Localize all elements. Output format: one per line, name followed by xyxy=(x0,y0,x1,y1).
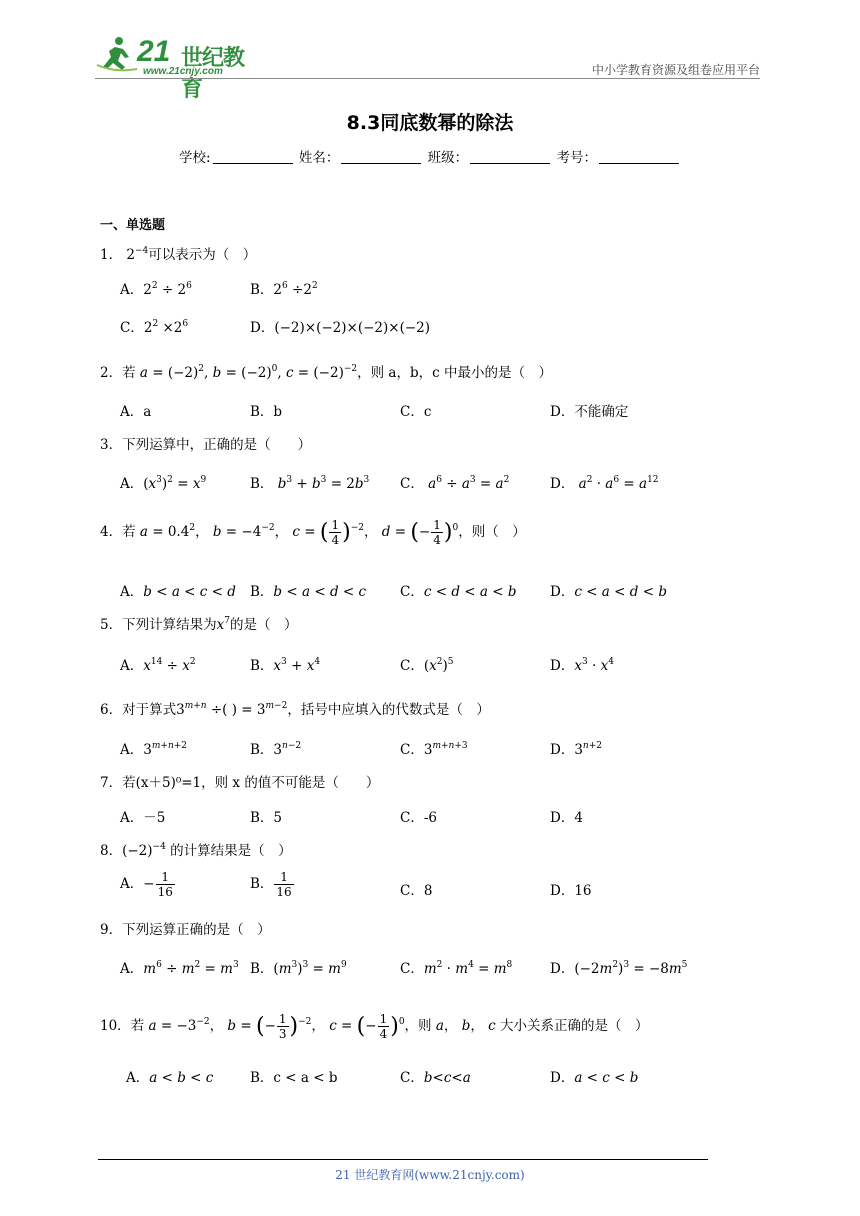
question-10: 10．若 $a = -3^{-2}$， b = (− $\frac{1}{3}$ )$^{-2}$， c = (− $\frac{1}{4}$ )$^0$，则 a， b， c 大小关系正确的是（ ） xyxy=(100,1012,649,1041)
school-label: 学校: xyxy=(179,150,211,166)
name-label: 姓名： xyxy=(298,150,340,166)
q8-option-d[interactable]: D．16 xyxy=(550,883,592,899)
q6-option-c[interactable]: C．$3^{m+n+3}$ xyxy=(400,741,468,758)
q2-option-d[interactable]: D．不能确定 xyxy=(550,404,629,420)
school-blank[interactable] xyxy=(213,163,293,164)
section-heading: 一、单选题 xyxy=(100,218,166,233)
footer-divider xyxy=(98,1159,708,1160)
q1-option-a[interactable]: A．$2^2 \div 2^6$ xyxy=(120,281,192,298)
q9-option-b[interactable]: B．$(m^3)^3 = m^9$ xyxy=(250,960,347,977)
page-title: 8.3同底数幂的除法 xyxy=(346,112,514,134)
q4-option-b[interactable]: B．b < a < d < c xyxy=(250,584,367,600)
q3-option-a[interactable]: A．$(x^3)^2 = x^9$ xyxy=(120,475,207,492)
question-3: 3．下列运算中，正确的是（ ） xyxy=(100,437,312,453)
q6-option-d[interactable]: D．$3^{n+2}$ xyxy=(550,741,602,758)
logo-brand-text: 世纪教育 xyxy=(181,46,245,102)
question-2: 2．若 $a = (-2)^2$, $b = (-2)^0$, $c = (-2)^{-2}$，则 a，b，c 中最小的是（ ） xyxy=(100,364,552,381)
q6-option-b[interactable]: B．$3^{n-2}$ xyxy=(250,741,302,758)
number-label: 考号： xyxy=(556,150,597,166)
question-9: 9．下列运算正确的是（ ） xyxy=(100,922,271,938)
q4-option-c[interactable]: C．c < d < a < b xyxy=(400,584,517,600)
page-footer[interactable]: 21 世纪教育网(www.21cnjy.com) xyxy=(335,1168,525,1182)
runner-logo-icon xyxy=(95,35,139,75)
q10-option-d[interactable]: D．a < c < b xyxy=(550,1070,639,1086)
q5-option-b[interactable]: B．$x^3 + x^4$ xyxy=(250,657,321,674)
number-blank[interactable] xyxy=(599,163,679,164)
q1-option-d[interactable]: D．(−2)×(−2)×(−2)×(−2) xyxy=(250,320,430,336)
name-blank[interactable] xyxy=(341,163,421,164)
q2-option-c[interactable]: C．c xyxy=(400,404,432,420)
q9-option-c[interactable]: C．$m^2 \cdot m^4 = m^8$ xyxy=(400,960,513,977)
header-divider xyxy=(95,78,760,79)
class-blank[interactable] xyxy=(470,163,550,164)
q4-option-a[interactable]: A．b < a < c < d xyxy=(120,584,236,600)
q10-option-b[interactable]: B．c < a < b xyxy=(250,1070,338,1086)
q10-option-c[interactable]: C．b<c<a xyxy=(400,1070,471,1086)
question-4: 4．若 $a = 0.4^2$， $b = -4^{-2}$， c = ( $\frac{1}{4}$ )$^{-2}$， d = (− $\frac{1}{4}$ )$^0$，则（ ） xyxy=(100,518,526,547)
question-6: 6．对于算式$3^{m+n}$ ÷( ) = $3^{m-2}$，括号中应填入的代数式是（ ） xyxy=(100,701,490,718)
q8-option-c[interactable]: C．8 xyxy=(400,883,433,899)
q5-option-c[interactable]: C．$(x^2)^5$ xyxy=(400,657,454,674)
class-label: 班级： xyxy=(427,150,469,166)
q7-option-d[interactable]: D．4 xyxy=(550,810,583,826)
question-1: 1． $2^{-4}$可以表示为（ ） xyxy=(100,246,257,263)
logo-url-text: www.21cnjy.com xyxy=(143,66,223,77)
q1-option-c[interactable]: C．$2^2 \times 2^6$ xyxy=(120,319,189,336)
q7-option-a[interactable]: A．－5 xyxy=(120,810,166,826)
q2-option-a[interactable]: A．a xyxy=(120,404,152,420)
q6-option-a[interactable]: A．$3^{m+n+2}$ xyxy=(120,741,188,758)
header-slogan: 中小学教育资源及组卷应用平台 xyxy=(591,63,760,77)
q8-option-a[interactable]: A．− $\frac{1}{16}$ xyxy=(120,870,173,899)
q7-option-c[interactable]: C．-6 xyxy=(400,810,437,826)
q5-option-a[interactable]: A．$x^{14} \div x^2$ xyxy=(120,657,196,674)
q3-option-b[interactable]: B． $b^3 + b^3 = 2b^3$ xyxy=(250,475,370,492)
q7-option-b[interactable]: B．5 xyxy=(250,810,283,826)
q2-option-b[interactable]: B．b xyxy=(250,404,283,420)
question-7: 7．若(x＋5)⁰=1，则 x 的值不可能是（ ） xyxy=(100,775,380,791)
q8-option-b[interactable]: B． $\frac{1}{16}$ xyxy=(250,870,292,899)
q1-option-b[interactable]: B．$2^6 \div 2^2$ xyxy=(250,281,318,298)
q5-option-d[interactable]: D．$x^3 \cdot x^4$ xyxy=(550,657,614,674)
page-header xyxy=(95,33,760,102)
q10-option-a[interactable]: A．a < b < c xyxy=(126,1070,214,1086)
question-8: 8．$(-2)^{-4}$ 的计算结果是（ ） xyxy=(100,842,292,859)
q3-option-c[interactable]: C． $a^6 \div a^3 = a^2$ xyxy=(400,475,510,492)
q3-option-d[interactable]: D． $a^2 \cdot a^6 = a^{12}$ xyxy=(550,475,659,492)
site-logo xyxy=(95,33,255,102)
logo-21-text: 21 xyxy=(137,35,171,68)
q4-option-d[interactable]: D．c < a < d < b xyxy=(550,584,667,600)
q9-option-d[interactable]: D．$(-2m^2)^3 = -8m^5$ xyxy=(550,960,688,977)
student-info-line xyxy=(0,146,860,166)
question-5: 5．下列计算结果为$x^7$的是（ ） xyxy=(100,616,298,633)
q9-option-a[interactable]: A．$m^6 \div m^2 = m^3$ xyxy=(120,960,239,977)
